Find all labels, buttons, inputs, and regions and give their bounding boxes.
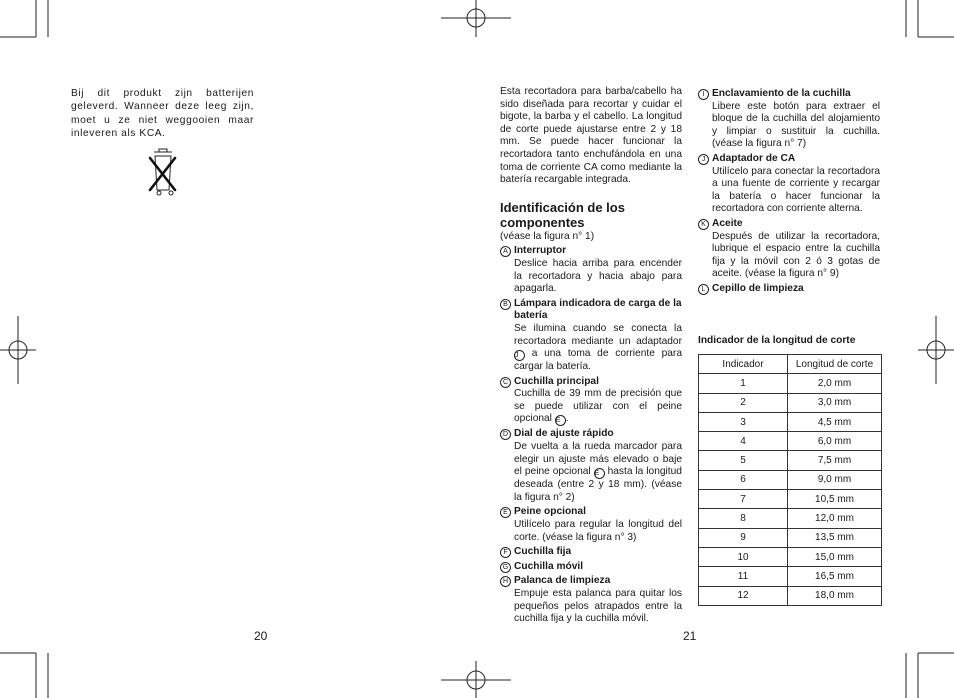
crossed-out-bin-icon — [146, 148, 180, 198]
component-name: Adaptador de CA — [712, 152, 796, 164]
component-desc: Después de utilizar la recortadora, lubrique el espacio entre la cuchilla fija y la móvil con 2 ó 3 gotas de aceite. (véase la figura n° 9) — [712, 230, 880, 280]
table-row — [699, 470, 882, 489]
letter-e-marker: E — [500, 507, 511, 518]
component-k — [698, 218, 880, 281]
letter-e-ref: E — [594, 468, 605, 479]
table-row — [699, 509, 882, 528]
cut-length-table — [698, 354, 882, 606]
indicator-cell: 4 — [699, 432, 788, 451]
letter-l-marker: L — [698, 284, 709, 295]
table-title: Indicador de la longitud de corte — [698, 335, 856, 346]
indicator-cell: 7 — [699, 490, 788, 509]
component-desc: De vuelta a la rueda marcador para elegir un ajuste más elevado o baje el peine opcional E hasta la longitud deseada (entre 2 y 18 mm). (véase la figura n° 2) — [514, 441, 682, 503]
table-row — [699, 567, 882, 586]
component-name: Enclavamiento de la cuchilla — [712, 88, 851, 99]
letter-g-marker: G — [500, 562, 511, 573]
length-cell: 18,0 mm — [788, 586, 882, 605]
component-b — [500, 298, 682, 374]
component-g — [500, 561, 682, 574]
letter-a-marker: A — [500, 246, 511, 257]
letter-h-marker: H — [500, 576, 511, 587]
components-column-2 — [698, 88, 880, 296]
table-header-row — [699, 355, 882, 374]
table-row — [699, 528, 882, 547]
letter-f-marker: F — [500, 547, 511, 558]
length-cell: 3,0 mm — [788, 393, 882, 412]
length-cell: 7,5 mm — [788, 451, 882, 470]
length-cell: 13,5 mm — [788, 528, 882, 547]
indicator-cell: 9 — [699, 528, 788, 547]
component-h — [500, 575, 682, 625]
component-name: Cuchilla móvil — [514, 560, 584, 572]
component-desc: Se ilumina cuando se conecta la recortadora mediante un adaptador J a una toma de corriente para cargar la batería. — [514, 322, 682, 373]
component-desc: Libere este botón para extraer el bloque de la cuchilla del alojamiento y limpiar o sustituir la cuchilla. (véase la figura n° 7) — [712, 100, 880, 150]
intro-paragraph: Esta recortadora para barba/cabello ha sido diseñada para recortar y cuidar el bigote, la barba y el cabello. La longitud de corte puede ajustarse entre 2 y 18 mm. Se puede hacer funcionar la recortadora tanto enchufándola en una toma de corriente CA como mediante la batería recargable integrada. — [500, 86, 682, 186]
component-f — [500, 546, 682, 559]
component-e — [500, 506, 682, 544]
letter-k-marker: K — [698, 219, 709, 230]
letter-e-ref: E — [555, 415, 566, 426]
components-column — [500, 86, 682, 626]
component-j — [698, 153, 880, 216]
indicator-cell: 5 — [699, 451, 788, 470]
component-d — [500, 428, 682, 504]
length-cell: 9,0 mm — [788, 470, 882, 489]
table-header-cell: Indicador — [699, 355, 788, 374]
indicator-cell: 6 — [699, 470, 788, 489]
length-cell: 6,0 mm — [788, 432, 882, 451]
component-l — [698, 283, 880, 296]
component-c — [500, 376, 682, 427]
battery-disposal-paragraph: Bij dit produkt zijn batterijen geleverd. Wanneer deze leeg zijn, moet u ze niet weggooien maar inleveren als KCA. — [71, 88, 254, 140]
table-row — [699, 586, 882, 605]
letter-d-marker: D — [500, 429, 511, 440]
table-header-cell: Longitud de corte — [788, 355, 882, 374]
length-cell: 2,0 mm — [788, 374, 882, 393]
component-name: Cuchilla fija — [514, 546, 572, 558]
component-desc: Empuje esta palanca para quitar los pequeños pelos atrapados entre la cuchilla fija y la cuchilla móvil. — [514, 588, 682, 625]
letter-b-marker: B — [500, 299, 511, 310]
component-name: Dial de ajuste rápido — [514, 428, 614, 440]
component-name: Lámpara indicadora de carga de la batería — [514, 297, 682, 322]
page-number-right: 21 — [683, 629, 697, 643]
letter-j-ref: J — [514, 350, 525, 361]
letter-i-marker: I — [698, 89, 709, 100]
table-row — [699, 490, 882, 509]
table-row — [699, 374, 882, 393]
component-desc: Utilícelo para regular la longitud del corte. (véase la figura n° 3) — [514, 519, 682, 543]
indicator-cell: 12 — [699, 586, 788, 605]
letter-j-marker: J — [698, 154, 709, 165]
indicator-cell: 8 — [699, 509, 788, 528]
component-name: Palanca de limpieza — [514, 575, 611, 587]
length-cell: 4,5 mm — [788, 412, 882, 431]
component-i — [698, 88, 880, 151]
table-row — [699, 393, 882, 412]
section-title: Identificación de los componentes — [500, 199, 625, 230]
table-row — [699, 412, 882, 431]
component-name: Cepillo de limpieza — [712, 282, 804, 294]
component-desc: Cuchilla de 39 mm de precisión que se puede utilizar con el peine opcional E . — [514, 388, 682, 425]
letter-c-marker: C — [500, 377, 511, 388]
component-desc: Utilícelo para conectar la recortadora a una fuente de corriente y recargar la batería o hacer funcionar la recortadora con corriente alterna. — [712, 165, 880, 215]
component-a — [500, 245, 682, 295]
table-row — [699, 547, 882, 566]
component-name: Cuchilla principal — [514, 375, 599, 387]
length-cell: 15,0 mm — [788, 547, 882, 566]
length-cell: 16,5 mm — [788, 567, 882, 586]
component-name: Aceite — [712, 217, 743, 229]
component-name: Interruptor — [514, 245, 567, 257]
indicator-cell: 10 — [699, 547, 788, 566]
component-desc: Deslice hacia arriba para encender la recortadora y hacia abajo para apagarla. — [514, 257, 682, 295]
indicator-cell: 11 — [699, 567, 788, 586]
section-figure-ref: (véase la figura n° 1) — [500, 230, 595, 242]
length-cell: 10,5 mm — [788, 490, 882, 509]
table-row — [699, 432, 882, 451]
length-cell: 12,0 mm — [788, 509, 882, 528]
indicator-cell: 1 — [699, 374, 788, 393]
page-number-left: 20 — [254, 629, 268, 643]
component-name: Peine opcional — [514, 506, 586, 518]
indicator-cell: 2 — [699, 393, 788, 412]
table-row — [699, 451, 882, 470]
indicator-cell: 3 — [699, 412, 788, 431]
